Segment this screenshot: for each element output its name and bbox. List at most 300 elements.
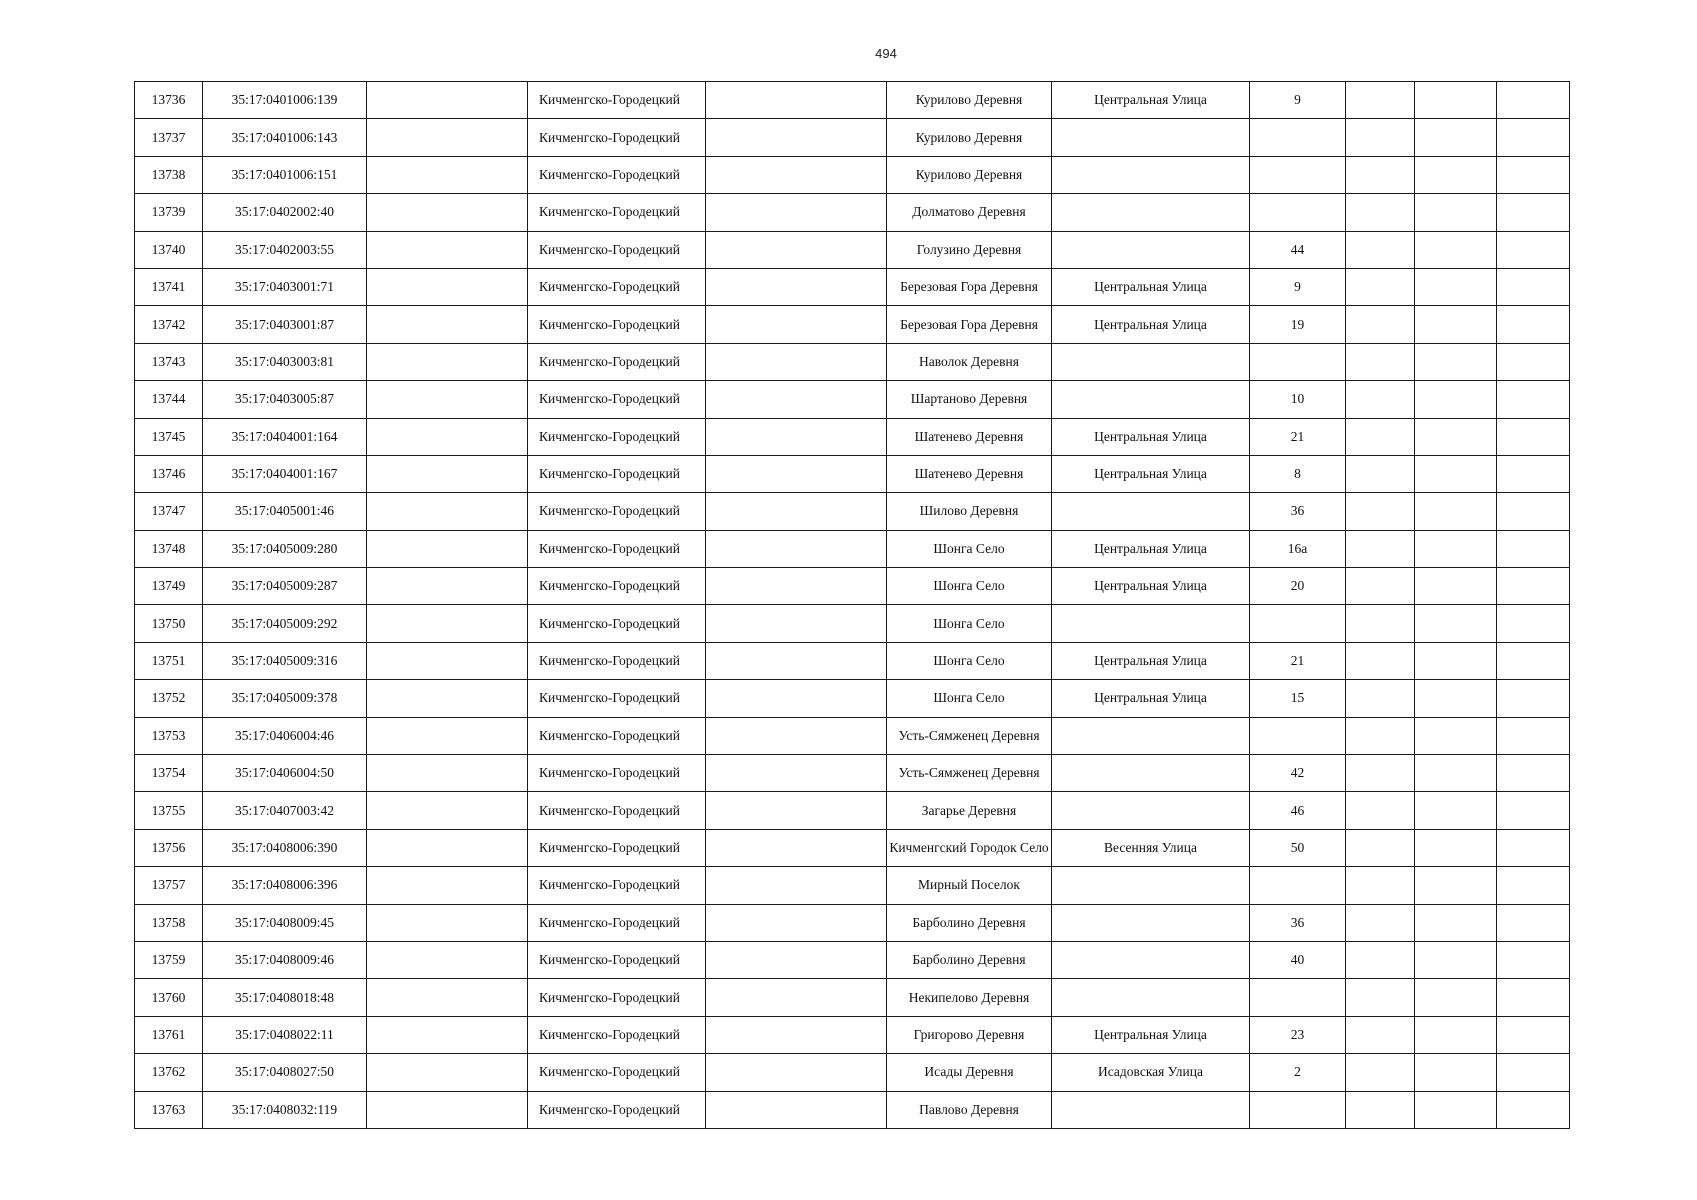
empty-cell [367,1091,528,1128]
empty-cell [1346,231,1415,268]
table-row [135,194,1570,231]
region-cell: Кичменгско-Городецкий [528,792,706,829]
cadastral-cell: 35:17:0403001:71 [203,268,367,305]
settlement-cell: Шатенево Деревня [887,418,1052,455]
street-cell: Центральная Улица [1052,642,1250,679]
table-row [135,119,1570,156]
settlement-cell: Усть-Сямженец Деревня [887,717,1052,754]
settlement-cell: Шонга Село [887,642,1052,679]
empty-cell [706,680,887,717]
empty-cell [706,381,887,418]
empty-cell [1346,306,1415,343]
settlement-cell: Шартаново Деревня [887,381,1052,418]
region-cell: Кичменгско-Городецкий [528,904,706,941]
street-cell: Исадовская Улица [1052,1054,1250,1091]
empty-cell [1415,493,1497,530]
cadastral-cell: 35:17:0405009:280 [203,530,367,567]
street-cell: Центральная Улица [1052,418,1250,455]
table-row [135,792,1570,829]
street-cell: Центральная Улица [1052,1016,1250,1053]
house-cell: 50 [1250,829,1346,866]
empty-cell [1346,194,1415,231]
street-cell [1052,194,1250,231]
num-cell: 13761 [135,1016,203,1053]
settlement-cell: Барболино Деревня [887,904,1052,941]
empty-cell [1415,979,1497,1016]
empty-cell [1497,455,1570,492]
empty-cell [1346,829,1415,866]
num-cell: 13737 [135,119,203,156]
empty-cell [706,306,887,343]
table-row [135,680,1570,717]
empty-cell [706,530,887,567]
table-row [135,904,1570,941]
cadastral-cell: 35:17:0407003:42 [203,792,367,829]
empty-cell [706,867,887,904]
empty-cell [1346,418,1415,455]
empty-cell [706,194,887,231]
cadastral-cell: 35:17:0408006:390 [203,829,367,866]
table-row [135,231,1570,268]
empty-cell [367,156,528,193]
empty-cell [1497,1091,1570,1128]
empty-cell [1415,941,1497,978]
table-row [135,867,1570,904]
empty-cell [706,792,887,829]
empty-cell [1346,82,1415,119]
empty-cell [1346,941,1415,978]
street-cell [1052,1091,1250,1128]
settlement-cell: Березовая Гора Деревня [887,306,1052,343]
empty-cell [367,455,528,492]
empty-cell [367,119,528,156]
empty-cell [367,268,528,305]
empty-cell [706,268,887,305]
empty-cell [1497,381,1570,418]
table-row [135,755,1570,792]
table-row [135,642,1570,679]
region-cell: Кичменгско-Городецкий [528,979,706,1016]
cadastral-cell: 35:17:0403003:81 [203,343,367,380]
empty-cell [367,343,528,380]
cadastral-cell: 35:17:0406004:46 [203,717,367,754]
house-cell: 46 [1250,792,1346,829]
empty-cell [367,829,528,866]
empty-cell [706,1054,887,1091]
num-cell: 13763 [135,1091,203,1128]
empty-cell [1346,268,1415,305]
empty-cell [1346,343,1415,380]
empty-cell [706,418,887,455]
table-row [135,156,1570,193]
empty-cell [1497,568,1570,605]
num-cell: 13751 [135,642,203,679]
empty-cell [706,979,887,1016]
num-cell: 13752 [135,680,203,717]
empty-cell [706,941,887,978]
empty-cell [1415,568,1497,605]
cadastral-cell: 35:17:0408027:50 [203,1054,367,1091]
empty-cell [1497,268,1570,305]
empty-cell [1497,680,1570,717]
region-cell: Кичменгско-Городецкий [528,755,706,792]
street-cell [1052,493,1250,530]
cadastral-cell: 35:17:0403001:87 [203,306,367,343]
region-cell: Кичменгско-Городецкий [528,867,706,904]
empty-cell [1497,605,1570,642]
num-cell: 13749 [135,568,203,605]
empty-cell [367,1054,528,1091]
house-cell: 42 [1250,755,1346,792]
region-cell: Кичменгско-Городецкий [528,306,706,343]
settlement-cell: Исады Деревня [887,1054,1052,1091]
empty-cell [1497,231,1570,268]
empty-cell [1346,792,1415,829]
cadastral-cell: 35:17:0401006:151 [203,156,367,193]
cadastral-cell: 35:17:0408006:396 [203,867,367,904]
num-cell: 13758 [135,904,203,941]
street-cell: Центральная Улица [1052,455,1250,492]
num-cell: 13755 [135,792,203,829]
region-cell: Кичменгско-Городецкий [528,156,706,193]
num-cell: 13736 [135,82,203,119]
empty-cell [1497,493,1570,530]
num-cell: 13741 [135,268,203,305]
table-row [135,493,1570,530]
empty-cell [1415,343,1497,380]
empty-cell [1415,455,1497,492]
cadastral-cell: 35:17:0404001:164 [203,418,367,455]
empty-cell [1346,1091,1415,1128]
house-cell [1250,867,1346,904]
empty-cell [1497,119,1570,156]
street-cell: Центральная Улица [1052,530,1250,567]
cadastral-cell: 35:17:0408018:48 [203,979,367,1016]
empty-cell [1415,231,1497,268]
empty-cell [1346,867,1415,904]
empty-cell [367,493,528,530]
table-row [135,306,1570,343]
empty-cell [1415,642,1497,679]
empty-cell [1346,455,1415,492]
empty-cell [367,605,528,642]
region-cell: Кичменгско-Городецкий [528,680,706,717]
street-cell [1052,867,1250,904]
empty-cell [706,493,887,530]
settlement-cell: Мирный Поселок [887,867,1052,904]
street-cell [1052,717,1250,754]
empty-cell [1415,418,1497,455]
num-cell: 13759 [135,941,203,978]
empty-cell [706,119,887,156]
settlement-cell: Шонга Село [887,530,1052,567]
empty-cell [1346,119,1415,156]
street-cell: Центральная Улица [1052,680,1250,717]
empty-cell [1346,979,1415,1016]
cadastral-cell: 35:17:0405009:287 [203,568,367,605]
table-row [135,1016,1570,1053]
empty-cell [1497,941,1570,978]
cadastral-cell: 35:17:0406004:50 [203,755,367,792]
cadastral-cell: 35:17:0401006:143 [203,119,367,156]
house-cell: 44 [1250,231,1346,268]
empty-cell [1415,680,1497,717]
house-cell: 8 [1250,455,1346,492]
house-cell: 15 [1250,680,1346,717]
region-cell: Кичменгско-Городецкий [528,941,706,978]
house-cell [1250,156,1346,193]
empty-cell [1346,530,1415,567]
house-cell: 40 [1250,941,1346,978]
empty-cell [1497,642,1570,679]
cadastral-cell: 35:17:0408009:46 [203,941,367,978]
empty-cell [1497,829,1570,866]
street-cell [1052,755,1250,792]
street-cell [1052,343,1250,380]
empty-cell [706,755,887,792]
table-row [135,979,1570,1016]
house-cell: 20 [1250,568,1346,605]
registry-table [134,81,1570,1129]
empty-cell [706,455,887,492]
region-cell: Кичменгско-Городецкий [528,605,706,642]
empty-cell [1346,156,1415,193]
table-row [135,568,1570,605]
street-cell [1052,904,1250,941]
empty-cell [1497,418,1570,455]
region-cell: Кичменгско-Городецкий [528,829,706,866]
empty-cell [1346,381,1415,418]
empty-cell [1346,642,1415,679]
empty-cell [367,568,528,605]
empty-cell [1415,82,1497,119]
cadastral-cell: 35:17:0405009:378 [203,680,367,717]
empty-cell [1497,792,1570,829]
settlement-cell: Шонга Село [887,605,1052,642]
region-cell: Кичменгско-Городецкий [528,343,706,380]
num-cell: 13738 [135,156,203,193]
empty-cell [1497,904,1570,941]
empty-cell [1497,1054,1570,1091]
empty-cell [1497,156,1570,193]
empty-cell [1497,343,1570,380]
house-cell [1250,1091,1346,1128]
street-cell [1052,941,1250,978]
empty-cell [367,530,528,567]
num-cell: 13740 [135,231,203,268]
table-row [135,941,1570,978]
region-cell: Кичменгско-Городецкий [528,530,706,567]
empty-cell [1415,268,1497,305]
empty-cell [1415,119,1497,156]
cadastral-cell: 35:17:0405009:292 [203,605,367,642]
empty-cell [1346,605,1415,642]
num-cell: 13754 [135,755,203,792]
street-cell [1052,979,1250,1016]
street-cell [1052,792,1250,829]
num-cell: 13760 [135,979,203,1016]
empty-cell [706,904,887,941]
region-cell: Кичменгско-Городецкий [528,82,706,119]
empty-cell [1346,755,1415,792]
settlement-cell: Курилово Деревня [887,119,1052,156]
table-row [135,268,1570,305]
region-cell: Кичменгско-Городецкий [528,418,706,455]
cadastral-cell: 35:17:0401006:139 [203,82,367,119]
house-cell: 9 [1250,82,1346,119]
empty-cell [1346,680,1415,717]
region-cell: Кичменгско-Городецкий [528,568,706,605]
house-cell: 23 [1250,1016,1346,1053]
num-cell: 13748 [135,530,203,567]
cadastral-cell: 35:17:0408009:45 [203,904,367,941]
empty-cell [706,829,887,866]
empty-cell [706,343,887,380]
house-cell: 21 [1250,418,1346,455]
empty-cell [1346,493,1415,530]
num-cell: 13757 [135,867,203,904]
street-cell [1052,231,1250,268]
table-row [135,717,1570,754]
house-cell [1250,717,1346,754]
table-row [135,418,1570,455]
street-cell [1052,156,1250,193]
table-row [135,82,1570,119]
table-row [135,343,1570,380]
street-cell: Центральная Улица [1052,82,1250,119]
settlement-cell: Курилово Деревня [887,82,1052,119]
num-cell: 13762 [135,1054,203,1091]
table-row [135,1054,1570,1091]
table-row [135,605,1570,642]
cadastral-cell: 35:17:0402003:55 [203,231,367,268]
empty-cell [1415,156,1497,193]
cadastral-cell: 35:17:0405009:316 [203,642,367,679]
region-cell: Кичменгско-Городецкий [528,1091,706,1128]
empty-cell [1415,1016,1497,1053]
empty-cell [367,231,528,268]
empty-cell [706,156,887,193]
region-cell: Кичменгско-Городецкий [528,1016,706,1053]
cadastral-cell: 35:17:0404001:167 [203,455,367,492]
house-cell [1250,194,1346,231]
settlement-cell: Шилово Деревня [887,493,1052,530]
empty-cell [367,867,528,904]
empty-cell [706,717,887,754]
house-cell: 9 [1250,268,1346,305]
empty-cell [706,82,887,119]
region-cell: Кичменгско-Городецкий [528,455,706,492]
num-cell: 13756 [135,829,203,866]
empty-cell [1415,194,1497,231]
empty-cell [367,680,528,717]
registry-body [135,82,1570,1129]
num-cell: 13745 [135,418,203,455]
empty-cell [706,1091,887,1128]
region-cell: Кичменгско-Городецкий [528,642,706,679]
empty-cell [1415,381,1497,418]
table-row [135,530,1570,567]
house-cell: 16а [1250,530,1346,567]
empty-cell [1497,867,1570,904]
empty-cell [706,231,887,268]
empty-cell [367,755,528,792]
table-row [135,455,1570,492]
region-cell: Кичменгско-Городецкий [528,717,706,754]
empty-cell [367,194,528,231]
street-cell: Весенняя Улица [1052,829,1250,866]
region-cell: Кичменгско-Городецкий [528,231,706,268]
empty-cell [706,1016,887,1053]
empty-cell [1346,1016,1415,1053]
empty-cell [1346,717,1415,754]
house-cell: 19 [1250,306,1346,343]
settlement-cell: Григорово Деревня [887,1016,1052,1053]
house-cell: 36 [1250,493,1346,530]
street-cell: Центральная Улица [1052,268,1250,305]
empty-cell [367,381,528,418]
house-cell: 2 [1250,1054,1346,1091]
empty-cell [367,82,528,119]
empty-cell [1497,717,1570,754]
num-cell: 13746 [135,455,203,492]
street-cell [1052,605,1250,642]
settlement-cell: Кичменгский Городок Село [887,829,1052,866]
cadastral-cell: 35:17:0405001:46 [203,493,367,530]
empty-cell [1415,792,1497,829]
empty-cell [1346,568,1415,605]
settlement-cell: Усть-Сямженец Деревня [887,755,1052,792]
house-cell [1250,979,1346,1016]
settlement-cell: Загарье Деревня [887,792,1052,829]
settlement-cell: Некипелово Деревня [887,979,1052,1016]
empty-cell [1415,755,1497,792]
region-cell: Кичменгско-Городецкий [528,194,706,231]
settlement-cell: Павлово Деревня [887,1091,1052,1128]
empty-cell [367,941,528,978]
num-cell: 13747 [135,493,203,530]
settlement-cell: Барболино Деревня [887,941,1052,978]
empty-cell [1346,1054,1415,1091]
num-cell: 13744 [135,381,203,418]
street-cell [1052,119,1250,156]
settlement-cell: Наволок Деревня [887,343,1052,380]
house-cell: 36 [1250,904,1346,941]
empty-cell [1415,605,1497,642]
settlement-cell: Шонга Село [887,568,1052,605]
empty-cell [367,904,528,941]
cadastral-cell: 35:17:0408022:11 [203,1016,367,1053]
settlement-cell: Курилово Деревня [887,156,1052,193]
num-cell: 13750 [135,605,203,642]
settlement-cell: Голузино Деревня [887,231,1052,268]
table-row [135,829,1570,866]
num-cell: 13743 [135,343,203,380]
empty-cell [367,979,528,1016]
region-cell: Кичменгско-Городецкий [528,268,706,305]
empty-cell [1346,904,1415,941]
cadastral-cell: 35:17:0403005:87 [203,381,367,418]
cadastral-cell: 35:17:0402002:40 [203,194,367,231]
street-cell: Центральная Улица [1052,306,1250,343]
empty-cell [367,418,528,455]
empty-cell [367,1016,528,1053]
empty-cell [1497,1016,1570,1053]
empty-cell [1415,306,1497,343]
empty-cell [706,605,887,642]
empty-cell [1497,306,1570,343]
region-cell: Кичменгско-Городецкий [528,119,706,156]
